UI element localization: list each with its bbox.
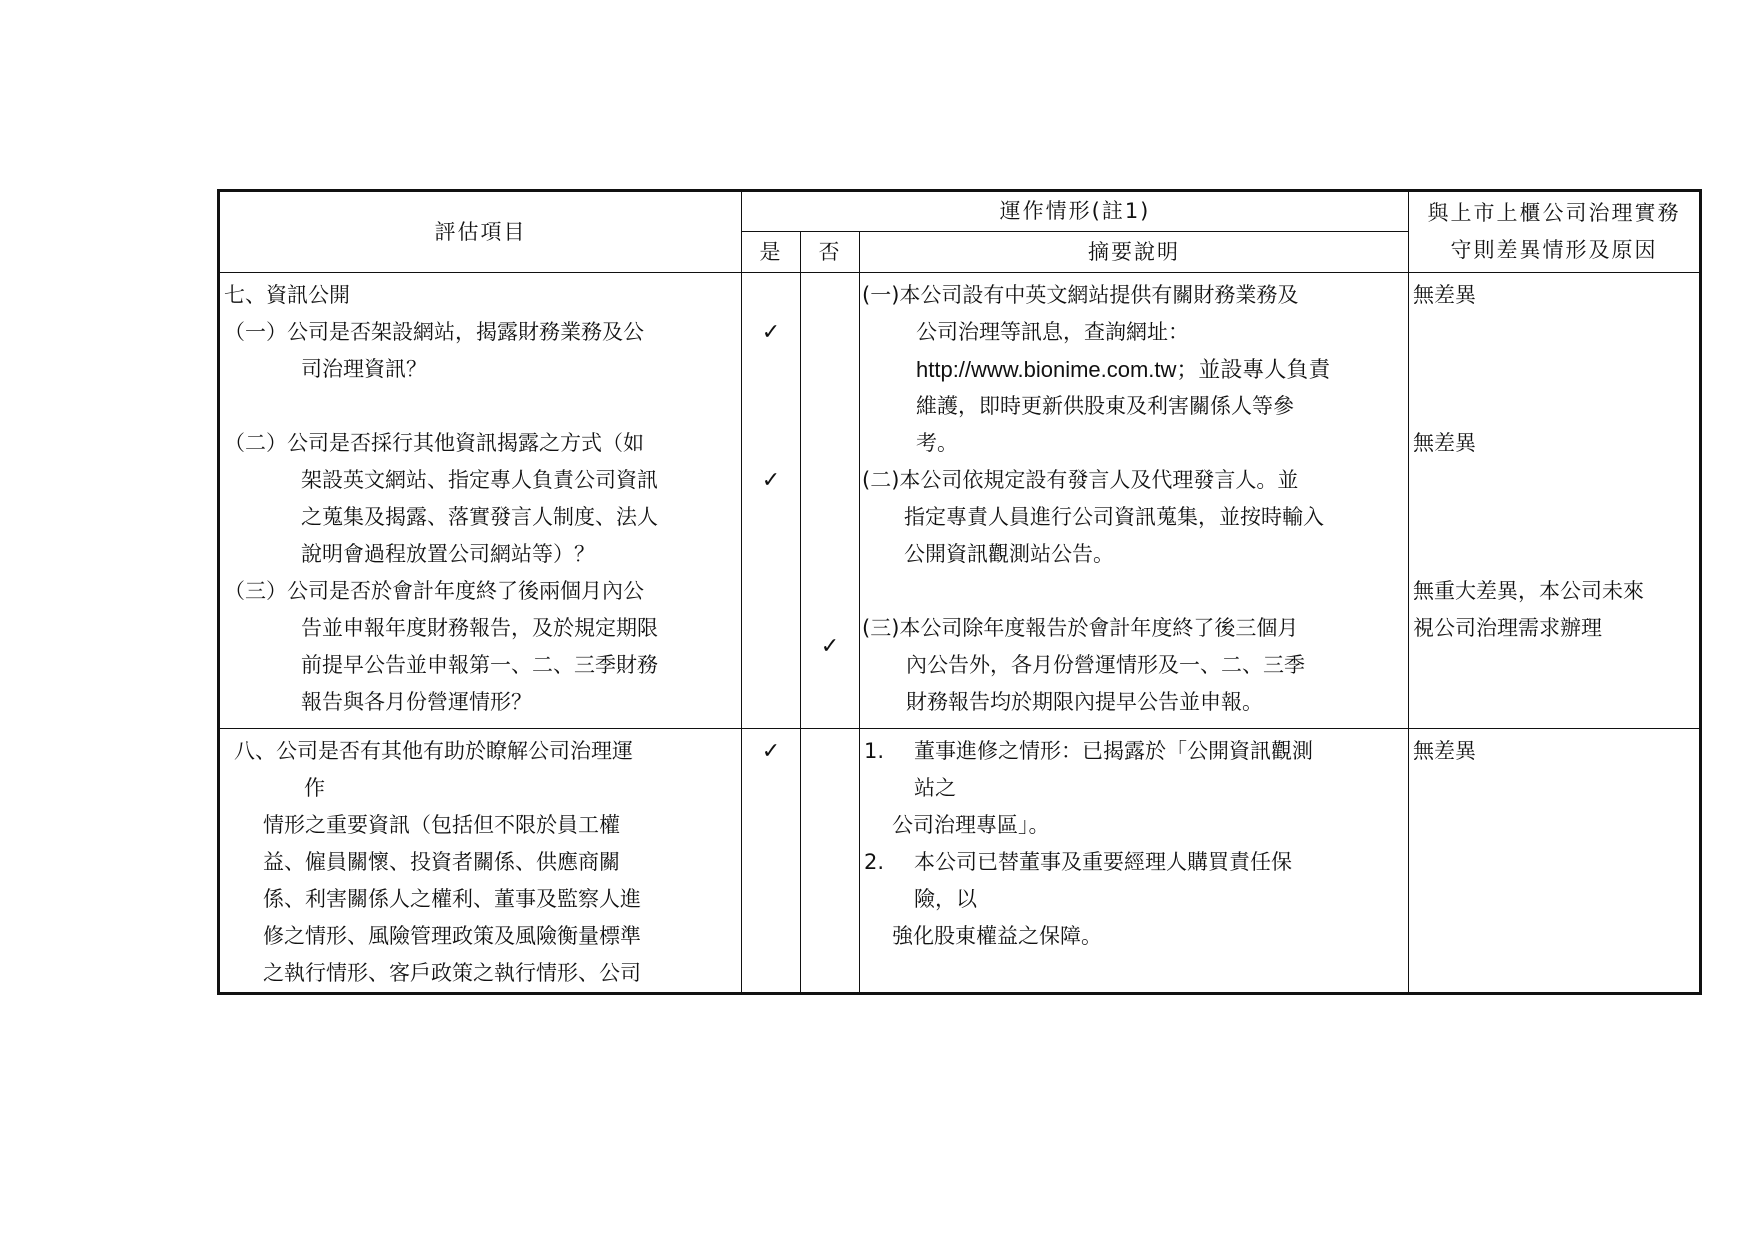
d8: 無差異 <box>1413 739 1477 763</box>
q1-line2: 司治理資訊？ <box>301 357 427 381</box>
s1-line1: (一)本公司設有中英文網站提供有關財務業務及 <box>862 283 1299 307</box>
section7-items <box>219 273 742 729</box>
section7-yes <box>742 273 801 729</box>
s2-line2: 指定專責人員進行公司資訊蒐集，並按時輸入 <box>904 505 1324 529</box>
s8-item1: 董事進修之情形：已揭露於「公開資訊觀測 <box>914 739 1313 763</box>
s3-line2: 內公告外，各月份營運情形及一、二、三季 <box>906 653 1305 677</box>
check-mark-q3: ✓ <box>820 634 840 659</box>
q8-line1: 八、公司是否有其他有助於瞭解公司治理運 <box>234 739 633 763</box>
s8-item2-cont: 險，以 <box>914 887 977 911</box>
q1-line1: （一）公司是否架設網站，揭露財務業務及公 <box>224 320 644 344</box>
header-no: 否 <box>801 232 860 273</box>
d3-line2: 視公司治理需求辦理 <box>1413 616 1603 640</box>
s2-line1: (二)本公司依規定設有發言人及代理發言人。並 <box>862 468 1299 492</box>
section7-deviation <box>1409 273 1701 729</box>
check-mark-q1: ✓ <box>761 320 781 345</box>
section8-deviation <box>1409 729 1701 994</box>
s3-line3: 財務報告均於期限內提早公告並申報。 <box>906 690 1263 714</box>
section8-yes <box>742 729 801 994</box>
s8-item1-cont2: 公司治理專區」。 <box>892 813 1050 837</box>
section7-summary <box>860 273 1409 729</box>
s2-line3: 公開資訊觀測站公告。 <box>904 542 1114 566</box>
d2: 無差異 <box>1413 431 1477 455</box>
q3-line3: 前提早公告並申報第一、二、三季財務 <box>301 653 658 677</box>
spacer <box>224 388 741 425</box>
q8-line7: 之執行情形、客戶政策之執行情形、公司 <box>263 961 641 985</box>
q2-line3: 之蒐集及揭露、落實發言人制度、法人 <box>301 505 658 529</box>
d1: 無差異 <box>1413 283 1477 307</box>
q3-line1: （三）公司是否於會計年度終了後兩個月內公 <box>224 579 644 603</box>
s3-line1: (三)本公司除年度報告於會計年度終了後三個月 <box>862 616 1299 640</box>
section8-summary <box>860 729 1409 994</box>
header-summary: 摘要說明 <box>860 232 1409 273</box>
section8-no <box>801 729 860 994</box>
section7-no <box>801 273 860 729</box>
section7-title: 七、資訊公開 <box>224 283 350 307</box>
item-number-2: 2. <box>864 850 885 874</box>
s8-item2-cont2: 強化股東權益之保障。 <box>892 924 1102 948</box>
q8-line2: 作 <box>304 776 325 800</box>
q2-line2: 架設英文網站、指定專人負責公司資訊 <box>301 468 658 492</box>
governance-table <box>217 189 1702 995</box>
q8-line3: 情形之重要資訊（包括但不限於員工權 <box>263 813 620 837</box>
d3-line1: 無重大差異，本公司未來 <box>1413 579 1645 603</box>
q8-line6: 修之情形、風險管理政策及風險衡量標準 <box>263 924 641 948</box>
item-number-1: 1. <box>864 739 885 763</box>
q8-line4: 益、僱員關懷、投資者關係、供應商關 <box>263 850 620 874</box>
s1-line3: http://www.bionime.com.tw；並設專人負責 <box>916 357 1331 382</box>
q3-line2: 告並申報年度財務報告，及於規定期限 <box>301 616 658 640</box>
q8-line5: 係、利害關係人之權利、董事及監察人進 <box>263 887 641 911</box>
section8-items <box>219 729 742 994</box>
header-deviation-line2: 守則差異情形及原因 <box>1450 238 1658 262</box>
s8-item2: 本公司已替董事及重要經理人購買責任保 <box>914 850 1292 874</box>
q2-line1: （二）公司是否採行其他資訊揭露之方式（如 <box>224 431 644 455</box>
s8-item1-cont: 站之 <box>914 776 956 800</box>
spacer <box>862 573 1408 610</box>
q2-line4: 說明會過程放置公司網站等）？ <box>301 542 595 566</box>
header-item: 評估項目 <box>219 191 742 273</box>
header-deviation-line1: 與上市上櫃公司治理實務 <box>1427 201 1681 225</box>
header-yes: 是 <box>742 232 801 273</box>
header-operation: 運作情形(註1) <box>742 191 1409 232</box>
check-mark-q2: ✓ <box>761 468 781 493</box>
s1-line5: 考。 <box>916 431 958 455</box>
s1-line2: 公司治理等訊息，查詢網址： <box>916 320 1189 344</box>
check-mark-q8: ✓ <box>761 739 781 764</box>
header-deviation <box>1409 191 1701 273</box>
q3-line4: 報告與各月份營運情形？ <box>301 690 532 714</box>
s1-line4: 維護，即時更新供股東及利害關係人等參 <box>916 394 1294 418</box>
